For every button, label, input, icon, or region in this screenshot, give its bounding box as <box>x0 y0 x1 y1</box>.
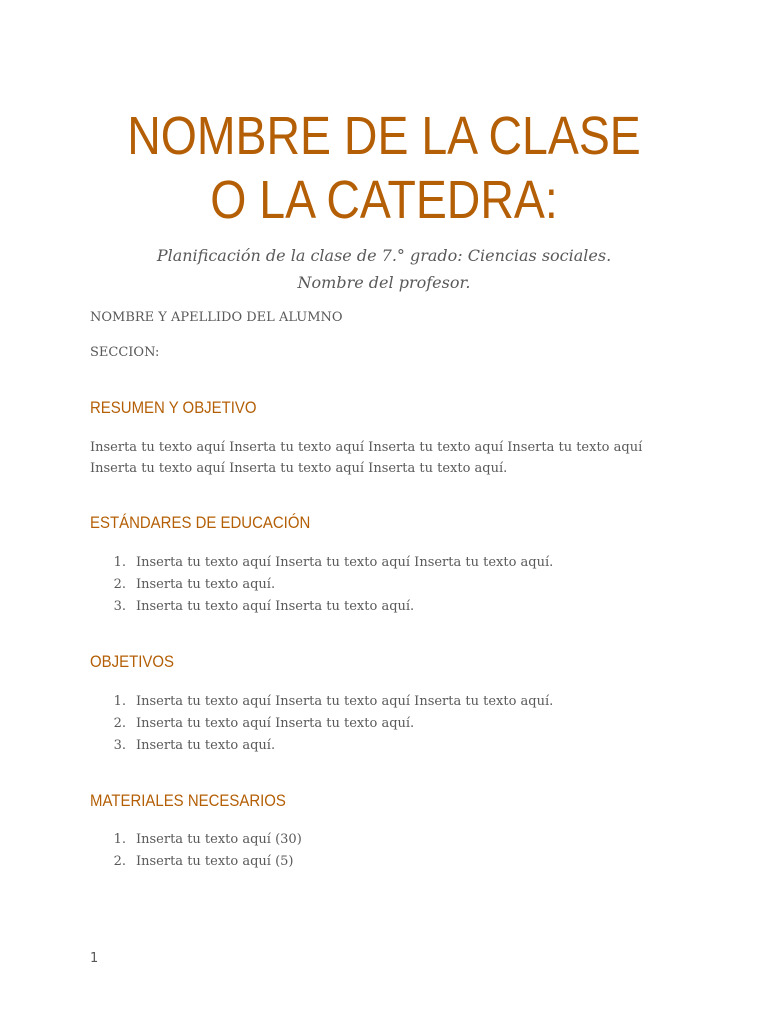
document-subtitle <box>60 242 708 296</box>
list-item-number: 2. <box>113 854 126 869</box>
materials-heading: MATERIALES NECESARIOS <box>90 791 286 810</box>
list-item-text: Inserta tu texto aquí. <box>136 738 276 753</box>
list-item-number: 3. <box>113 599 126 614</box>
list-item-text: Inserta tu texto aquí (30) <box>136 832 302 847</box>
list-item-number: 1. <box>113 832 126 847</box>
materials-list <box>90 829 690 873</box>
student-name-label: NOMBRE Y APELLIDO DEL ALUMNO <box>90 310 343 325</box>
summary-paragraph: Inserta tu texto aquí Inserta tu texto aquí Inserta tu texto aquí Inserta tu texto aquí Inserta tu texto aquí Inserta tu texto aquí Inserta tu texto aquí. <box>90 440 643 476</box>
list-item <box>90 851 690 873</box>
list-item-text: Inserta tu texto aquí Inserta tu texto aquí Inserta tu texto aquí. <box>136 555 554 570</box>
list-item-text: Inserta tu texto aquí Inserta tu texto aquí. <box>136 599 415 614</box>
list-item-text: Inserta tu texto aquí Inserta tu texto aquí Inserta tu texto aquí. <box>136 694 554 709</box>
list-item-number: 2. <box>113 577 126 592</box>
document-title: NOMBRE DE LA CLASE O LA CATEDRA: <box>127 106 641 230</box>
list-item-number: 2. <box>113 716 126 731</box>
page-number: 1 <box>90 951 99 966</box>
list-item <box>90 596 690 618</box>
standards-heading: ESTÁNDARES DE EDUCACIÓN <box>90 513 311 532</box>
list-item-number: 1. <box>113 694 126 709</box>
summary-heading: RESUMEN Y OBJETIVO <box>90 398 257 417</box>
section-label: SECCION: <box>90 345 160 360</box>
objectives-heading: OBJETIVOS <box>90 652 174 671</box>
list-item-text: Inserta tu texto aquí Inserta tu texto aquí. <box>136 716 415 731</box>
list-item <box>90 552 690 574</box>
list-item <box>90 691 690 713</box>
list-item <box>90 713 690 735</box>
standards-list <box>90 552 690 618</box>
subtitle-line-class: Planificación de la clase de 7.° grado: Ciencias sociales. <box>156 246 612 265</box>
list-item <box>90 735 690 757</box>
list-item <box>90 829 690 851</box>
list-item <box>90 574 690 596</box>
list-item-text: Inserta tu texto aquí. <box>136 577 276 592</box>
list-item-number: 1. <box>113 555 126 570</box>
list-item-number: 3. <box>113 738 126 753</box>
list-item-text: Inserta tu texto aquí (5) <box>136 854 294 869</box>
subtitle-line-teacher: Nombre del profesor. <box>297 273 471 292</box>
objectives-list <box>90 691 690 757</box>
